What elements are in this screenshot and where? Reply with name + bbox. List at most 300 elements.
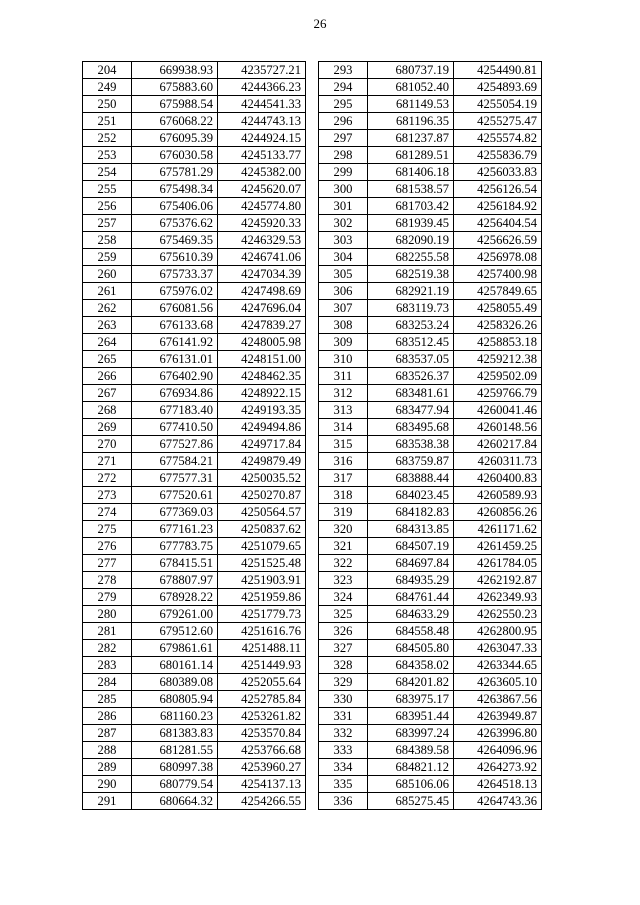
y-coordinate-cell: 4260400.83 bbox=[454, 470, 542, 487]
x-coordinate-cell: 684507.19 bbox=[368, 538, 454, 555]
x-coordinate-cell: 684201.82 bbox=[368, 674, 454, 691]
y-coordinate-cell: 4254490.81 bbox=[454, 62, 542, 79]
x-coordinate-cell: 681406.18 bbox=[368, 164, 454, 181]
point-number-cell: 336 bbox=[319, 793, 368, 810]
y-coordinate-cell: 4253960.27 bbox=[218, 759, 306, 776]
x-coordinate-cell: 680737.19 bbox=[368, 62, 454, 79]
table-row bbox=[319, 368, 542, 385]
y-coordinate-cell: 4259502.09 bbox=[454, 368, 542, 385]
point-number-cell: 328 bbox=[319, 657, 368, 674]
table-row bbox=[83, 232, 306, 249]
point-number-cell: 318 bbox=[319, 487, 368, 504]
x-coordinate-cell: 675733.37 bbox=[132, 266, 218, 283]
point-number-cell: 253 bbox=[83, 147, 132, 164]
x-coordinate-cell: 684505.80 bbox=[368, 640, 454, 657]
table-row bbox=[319, 147, 542, 164]
table-row bbox=[83, 759, 306, 776]
x-coordinate-cell: 681160.23 bbox=[132, 708, 218, 725]
x-coordinate-cell: 677783.75 bbox=[132, 538, 218, 555]
y-coordinate-cell: 4235727.21 bbox=[218, 62, 306, 79]
y-coordinate-cell: 4254137.13 bbox=[218, 776, 306, 793]
y-coordinate-cell: 4258055.49 bbox=[454, 300, 542, 317]
y-coordinate-cell: 4263344.65 bbox=[454, 657, 542, 674]
point-number-cell: 314 bbox=[319, 419, 368, 436]
x-coordinate-cell: 677577.31 bbox=[132, 470, 218, 487]
y-coordinate-cell: 4251525.48 bbox=[218, 555, 306, 572]
table-row bbox=[83, 266, 306, 283]
x-coordinate-cell: 682519.38 bbox=[368, 266, 454, 283]
y-coordinate-cell: 4263996.80 bbox=[454, 725, 542, 742]
point-number-cell: 294 bbox=[319, 79, 368, 96]
x-coordinate-cell: 683253.24 bbox=[368, 317, 454, 334]
x-coordinate-cell: 675498.34 bbox=[132, 181, 218, 198]
x-coordinate-cell: 676095.39 bbox=[132, 130, 218, 147]
table-row bbox=[83, 300, 306, 317]
point-number-cell: 304 bbox=[319, 249, 368, 266]
point-number-cell: 332 bbox=[319, 725, 368, 742]
table-row bbox=[83, 351, 306, 368]
y-coordinate-cell: 4249717.84 bbox=[218, 436, 306, 453]
x-coordinate-cell: 680997.38 bbox=[132, 759, 218, 776]
point-number-cell: 261 bbox=[83, 283, 132, 300]
y-coordinate-cell: 4259766.79 bbox=[454, 385, 542, 402]
table-row bbox=[83, 504, 306, 521]
y-coordinate-cell: 4249879.49 bbox=[218, 453, 306, 470]
table-row bbox=[319, 538, 542, 555]
y-coordinate-cell: 4261459.25 bbox=[454, 538, 542, 555]
x-coordinate-cell: 684935.29 bbox=[368, 572, 454, 589]
table-row bbox=[319, 334, 542, 351]
point-number-cell: 264 bbox=[83, 334, 132, 351]
point-number-cell: 298 bbox=[319, 147, 368, 164]
x-coordinate-cell: 676141.92 bbox=[132, 334, 218, 351]
y-coordinate-cell: 4247696.04 bbox=[218, 300, 306, 317]
x-coordinate-cell: 678807.97 bbox=[132, 572, 218, 589]
coordinates-table-left bbox=[82, 61, 306, 810]
point-number-cell: 251 bbox=[83, 113, 132, 130]
table-row bbox=[319, 181, 542, 198]
x-coordinate-cell: 675781.29 bbox=[132, 164, 218, 181]
y-coordinate-cell: 4260148.56 bbox=[454, 419, 542, 436]
table-row bbox=[319, 589, 542, 606]
x-coordinate-cell: 677584.21 bbox=[132, 453, 218, 470]
y-coordinate-cell: 4250270.87 bbox=[218, 487, 306, 504]
x-coordinate-cell: 679861.61 bbox=[132, 640, 218, 657]
point-number-cell: 324 bbox=[319, 589, 368, 606]
y-coordinate-cell: 4263949.87 bbox=[454, 708, 542, 725]
point-number-cell: 330 bbox=[319, 691, 368, 708]
point-number-cell: 309 bbox=[319, 334, 368, 351]
y-coordinate-cell: 4246741.06 bbox=[218, 249, 306, 266]
table-row bbox=[83, 113, 306, 130]
y-coordinate-cell: 4253261.82 bbox=[218, 708, 306, 725]
y-coordinate-cell: 4264743.36 bbox=[454, 793, 542, 810]
y-coordinate-cell: 4254266.55 bbox=[218, 793, 306, 810]
y-coordinate-cell: 4258853.18 bbox=[454, 334, 542, 351]
x-coordinate-cell: 681237.87 bbox=[368, 130, 454, 147]
table-row bbox=[319, 504, 542, 521]
x-coordinate-cell: 685275.45 bbox=[368, 793, 454, 810]
y-coordinate-cell: 4244366.23 bbox=[218, 79, 306, 96]
point-number-cell: 269 bbox=[83, 419, 132, 436]
x-coordinate-cell: 681383.83 bbox=[132, 725, 218, 742]
table-row bbox=[319, 232, 542, 249]
table-row bbox=[83, 181, 306, 198]
y-coordinate-cell: 4260311.73 bbox=[454, 453, 542, 470]
table-row bbox=[319, 470, 542, 487]
y-coordinate-cell: 4253766.68 bbox=[218, 742, 306, 759]
y-coordinate-cell: 4245920.33 bbox=[218, 215, 306, 232]
x-coordinate-cell: 679261.00 bbox=[132, 606, 218, 623]
table-row bbox=[319, 419, 542, 436]
y-coordinate-cell: 4253570.84 bbox=[218, 725, 306, 742]
table-row bbox=[83, 691, 306, 708]
y-coordinate-cell: 4261784.05 bbox=[454, 555, 542, 572]
x-coordinate-cell: 684358.02 bbox=[368, 657, 454, 674]
y-coordinate-cell: 4248005.98 bbox=[218, 334, 306, 351]
table-row bbox=[319, 555, 542, 572]
point-number-cell: 271 bbox=[83, 453, 132, 470]
x-coordinate-cell: 676030.58 bbox=[132, 147, 218, 164]
y-coordinate-cell: 4260856.26 bbox=[454, 504, 542, 521]
point-number-cell: 258 bbox=[83, 232, 132, 249]
point-number-cell: 315 bbox=[319, 436, 368, 453]
table-row bbox=[83, 606, 306, 623]
x-coordinate-cell: 680779.54 bbox=[132, 776, 218, 793]
table-row bbox=[83, 657, 306, 674]
table-row bbox=[83, 776, 306, 793]
x-coordinate-cell: 676131.01 bbox=[132, 351, 218, 368]
table-row bbox=[319, 300, 542, 317]
point-number-cell: 307 bbox=[319, 300, 368, 317]
table-row bbox=[83, 708, 306, 725]
point-number-cell: 289 bbox=[83, 759, 132, 776]
table-row bbox=[319, 742, 542, 759]
table-row bbox=[319, 351, 542, 368]
y-coordinate-cell: 4257400.98 bbox=[454, 266, 542, 283]
x-coordinate-cell: 681281.55 bbox=[132, 742, 218, 759]
table-row bbox=[83, 572, 306, 589]
table-row bbox=[83, 674, 306, 691]
table-row bbox=[83, 198, 306, 215]
y-coordinate-cell: 4258326.26 bbox=[454, 317, 542, 334]
x-coordinate-cell: 680161.14 bbox=[132, 657, 218, 674]
table-row bbox=[83, 402, 306, 419]
table-row bbox=[319, 130, 542, 147]
table-row bbox=[319, 708, 542, 725]
y-coordinate-cell: 4260217.84 bbox=[454, 436, 542, 453]
table-row bbox=[83, 79, 306, 96]
table-row bbox=[83, 470, 306, 487]
point-number-cell: 288 bbox=[83, 742, 132, 759]
x-coordinate-cell: 681196.35 bbox=[368, 113, 454, 130]
point-number-cell: 249 bbox=[83, 79, 132, 96]
y-coordinate-cell: 4247498.69 bbox=[218, 283, 306, 300]
y-coordinate-cell: 4247034.39 bbox=[218, 266, 306, 283]
table-row bbox=[319, 521, 542, 538]
x-coordinate-cell: 678415.51 bbox=[132, 555, 218, 572]
y-coordinate-cell: 4256033.83 bbox=[454, 164, 542, 181]
x-coordinate-cell: 676934.86 bbox=[132, 385, 218, 402]
x-coordinate-cell: 675976.02 bbox=[132, 283, 218, 300]
y-coordinate-cell: 4250837.62 bbox=[218, 521, 306, 538]
y-coordinate-cell: 4249193.35 bbox=[218, 402, 306, 419]
x-coordinate-cell: 684313.85 bbox=[368, 521, 454, 538]
x-coordinate-cell: 684821.12 bbox=[368, 759, 454, 776]
y-coordinate-cell: 4264273.92 bbox=[454, 759, 542, 776]
x-coordinate-cell: 684761.44 bbox=[368, 589, 454, 606]
x-coordinate-cell: 681052.40 bbox=[368, 79, 454, 96]
point-number-cell: 327 bbox=[319, 640, 368, 657]
x-coordinate-cell: 675469.35 bbox=[132, 232, 218, 249]
y-coordinate-cell: 4244743.13 bbox=[218, 113, 306, 130]
y-coordinate-cell: 4255275.47 bbox=[454, 113, 542, 130]
x-coordinate-cell: 682090.19 bbox=[368, 232, 454, 249]
point-number-cell: 305 bbox=[319, 266, 368, 283]
point-number-cell: 257 bbox=[83, 215, 132, 232]
point-number-cell: 272 bbox=[83, 470, 132, 487]
x-coordinate-cell: 675883.60 bbox=[132, 79, 218, 96]
table-row bbox=[319, 215, 542, 232]
y-coordinate-cell: 4259212.38 bbox=[454, 351, 542, 368]
x-coordinate-cell: 678928.22 bbox=[132, 589, 218, 606]
table-row bbox=[319, 283, 542, 300]
page-number: 26 bbox=[313, 16, 327, 31]
table-row bbox=[83, 96, 306, 113]
x-coordinate-cell: 675988.54 bbox=[132, 96, 218, 113]
table-row bbox=[83, 385, 306, 402]
table-row bbox=[83, 725, 306, 742]
point-number-cell: 287 bbox=[83, 725, 132, 742]
table-row bbox=[319, 402, 542, 419]
point-number-cell: 284 bbox=[83, 674, 132, 691]
table-row bbox=[319, 96, 542, 113]
x-coordinate-cell: 684389.58 bbox=[368, 742, 454, 759]
y-coordinate-cell: 4263047.33 bbox=[454, 640, 542, 657]
point-number-cell: 311 bbox=[319, 368, 368, 385]
point-number-cell: 281 bbox=[83, 623, 132, 640]
point-number-cell: 277 bbox=[83, 555, 132, 572]
y-coordinate-cell: 4256978.08 bbox=[454, 249, 542, 266]
table-row bbox=[83, 640, 306, 657]
table-row bbox=[83, 419, 306, 436]
point-number-cell: 312 bbox=[319, 385, 368, 402]
point-number-cell: 310 bbox=[319, 351, 368, 368]
x-coordinate-cell: 669938.93 bbox=[132, 62, 218, 79]
y-coordinate-cell: 4244924.15 bbox=[218, 130, 306, 147]
x-coordinate-cell: 675376.62 bbox=[132, 215, 218, 232]
y-coordinate-cell: 4251488.11 bbox=[218, 640, 306, 657]
y-coordinate-cell: 4250035.52 bbox=[218, 470, 306, 487]
point-number-cell: 326 bbox=[319, 623, 368, 640]
point-number-cell: 260 bbox=[83, 266, 132, 283]
point-number-cell: 274 bbox=[83, 504, 132, 521]
x-coordinate-cell: 683951.44 bbox=[368, 708, 454, 725]
point-number-cell: 293 bbox=[319, 62, 368, 79]
table-row bbox=[319, 793, 542, 810]
y-coordinate-cell: 4247839.27 bbox=[218, 317, 306, 334]
table-row bbox=[83, 147, 306, 164]
table-row bbox=[319, 725, 542, 742]
y-coordinate-cell: 4261171.62 bbox=[454, 521, 542, 538]
table-row bbox=[319, 691, 542, 708]
point-number-cell: 263 bbox=[83, 317, 132, 334]
y-coordinate-cell: 4255054.19 bbox=[454, 96, 542, 113]
point-number-cell: 268 bbox=[83, 402, 132, 419]
y-coordinate-cell: 4245774.80 bbox=[218, 198, 306, 215]
point-number-cell: 322 bbox=[319, 555, 368, 572]
x-coordinate-cell: 684633.29 bbox=[368, 606, 454, 623]
table-row bbox=[319, 164, 542, 181]
x-coordinate-cell: 676133.68 bbox=[132, 317, 218, 334]
point-number-cell: 319 bbox=[319, 504, 368, 521]
table-row bbox=[83, 334, 306, 351]
y-coordinate-cell: 4254893.69 bbox=[454, 79, 542, 96]
table-row bbox=[83, 368, 306, 385]
table-row bbox=[319, 572, 542, 589]
table-row bbox=[83, 215, 306, 232]
table-row bbox=[319, 657, 542, 674]
table-row bbox=[319, 776, 542, 793]
point-number-cell: 285 bbox=[83, 691, 132, 708]
x-coordinate-cell: 682255.58 bbox=[368, 249, 454, 266]
x-coordinate-cell: 677183.40 bbox=[132, 402, 218, 419]
y-coordinate-cell: 4250564.57 bbox=[218, 504, 306, 521]
table-row bbox=[83, 793, 306, 810]
point-number-cell: 323 bbox=[319, 572, 368, 589]
x-coordinate-cell: 676402.90 bbox=[132, 368, 218, 385]
y-coordinate-cell: 4260041.46 bbox=[454, 402, 542, 419]
x-coordinate-cell: 683477.94 bbox=[368, 402, 454, 419]
table-row bbox=[83, 521, 306, 538]
point-number-cell: 275 bbox=[83, 521, 132, 538]
x-coordinate-cell: 681149.53 bbox=[368, 96, 454, 113]
table-row bbox=[83, 130, 306, 147]
table-row bbox=[83, 62, 306, 79]
y-coordinate-cell: 4251903.91 bbox=[218, 572, 306, 589]
point-number-cell: 282 bbox=[83, 640, 132, 657]
y-coordinate-cell: 4260589.93 bbox=[454, 487, 542, 504]
x-coordinate-cell: 677369.03 bbox=[132, 504, 218, 521]
x-coordinate-cell: 676068.22 bbox=[132, 113, 218, 130]
point-number-cell: 296 bbox=[319, 113, 368, 130]
y-coordinate-cell: 4262349.93 bbox=[454, 589, 542, 606]
x-coordinate-cell: 684023.45 bbox=[368, 487, 454, 504]
table-row bbox=[83, 453, 306, 470]
y-coordinate-cell: 4256404.54 bbox=[454, 215, 542, 232]
y-coordinate-cell: 4251616.76 bbox=[218, 623, 306, 640]
y-coordinate-cell: 4249494.86 bbox=[218, 419, 306, 436]
point-number-cell: 335 bbox=[319, 776, 368, 793]
table-row bbox=[319, 759, 542, 776]
y-coordinate-cell: 4252055.64 bbox=[218, 674, 306, 691]
table-row bbox=[83, 589, 306, 606]
x-coordinate-cell: 677410.50 bbox=[132, 419, 218, 436]
point-number-cell: 313 bbox=[319, 402, 368, 419]
y-coordinate-cell: 4252785.84 bbox=[218, 691, 306, 708]
y-coordinate-cell: 4246329.53 bbox=[218, 232, 306, 249]
y-coordinate-cell: 4251779.73 bbox=[218, 606, 306, 623]
x-coordinate-cell: 683537.05 bbox=[368, 351, 454, 368]
y-coordinate-cell: 4263605.10 bbox=[454, 674, 542, 691]
x-coordinate-cell: 677527.86 bbox=[132, 436, 218, 453]
y-coordinate-cell: 4264518.13 bbox=[454, 776, 542, 793]
x-coordinate-cell: 675610.39 bbox=[132, 249, 218, 266]
x-coordinate-cell: 681289.51 bbox=[368, 147, 454, 164]
x-coordinate-cell: 676081.56 bbox=[132, 300, 218, 317]
table-row bbox=[319, 640, 542, 657]
point-number-cell: 279 bbox=[83, 589, 132, 606]
table-row bbox=[83, 742, 306, 759]
x-coordinate-cell: 682921.19 bbox=[368, 283, 454, 300]
table-row bbox=[319, 674, 542, 691]
x-coordinate-cell: 679512.60 bbox=[132, 623, 218, 640]
x-coordinate-cell: 683495.68 bbox=[368, 419, 454, 436]
point-number-cell: 256 bbox=[83, 198, 132, 215]
x-coordinate-cell: 684558.48 bbox=[368, 623, 454, 640]
point-number-cell: 283 bbox=[83, 657, 132, 674]
point-number-cell: 280 bbox=[83, 606, 132, 623]
point-number-cell: 316 bbox=[319, 453, 368, 470]
x-coordinate-cell: 683538.38 bbox=[368, 436, 454, 453]
y-coordinate-cell: 4264096.96 bbox=[454, 742, 542, 759]
point-number-cell: 273 bbox=[83, 487, 132, 504]
point-number-cell: 252 bbox=[83, 130, 132, 147]
point-number-cell: 325 bbox=[319, 606, 368, 623]
x-coordinate-cell: 683975.17 bbox=[368, 691, 454, 708]
x-coordinate-cell: 683888.44 bbox=[368, 470, 454, 487]
table-row bbox=[83, 164, 306, 181]
x-coordinate-cell: 683759.87 bbox=[368, 453, 454, 470]
table-row bbox=[83, 487, 306, 504]
table-row bbox=[319, 79, 542, 96]
table-row bbox=[83, 555, 306, 572]
point-number-cell: 255 bbox=[83, 181, 132, 198]
point-number-cell: 320 bbox=[319, 521, 368, 538]
y-coordinate-cell: 4248151.00 bbox=[218, 351, 306, 368]
point-number-cell: 300 bbox=[319, 181, 368, 198]
y-coordinate-cell: 4244541.33 bbox=[218, 96, 306, 113]
point-number-cell: 276 bbox=[83, 538, 132, 555]
point-number-cell: 299 bbox=[319, 164, 368, 181]
table-row bbox=[83, 283, 306, 300]
table-row bbox=[319, 266, 542, 283]
y-coordinate-cell: 4256184.92 bbox=[454, 198, 542, 215]
y-coordinate-cell: 4255836.79 bbox=[454, 147, 542, 164]
point-number-cell: 291 bbox=[83, 793, 132, 810]
table-row bbox=[83, 249, 306, 266]
x-coordinate-cell: 683512.45 bbox=[368, 334, 454, 351]
point-number-cell: 334 bbox=[319, 759, 368, 776]
point-number-cell: 278 bbox=[83, 572, 132, 589]
y-coordinate-cell: 4245133.77 bbox=[218, 147, 306, 164]
point-number-cell: 265 bbox=[83, 351, 132, 368]
point-number-cell: 290 bbox=[83, 776, 132, 793]
point-number-cell: 295 bbox=[319, 96, 368, 113]
y-coordinate-cell: 4245620.07 bbox=[218, 181, 306, 198]
point-number-cell: 270 bbox=[83, 436, 132, 453]
table-row bbox=[319, 113, 542, 130]
x-coordinate-cell: 675406.06 bbox=[132, 198, 218, 215]
table-row bbox=[319, 623, 542, 640]
y-coordinate-cell: 4262800.95 bbox=[454, 623, 542, 640]
table-row bbox=[319, 606, 542, 623]
x-coordinate-cell: 681703.42 bbox=[368, 198, 454, 215]
table-row bbox=[319, 198, 542, 215]
point-number-cell: 306 bbox=[319, 283, 368, 300]
x-coordinate-cell: 677161.23 bbox=[132, 521, 218, 538]
x-coordinate-cell: 683526.37 bbox=[368, 368, 454, 385]
